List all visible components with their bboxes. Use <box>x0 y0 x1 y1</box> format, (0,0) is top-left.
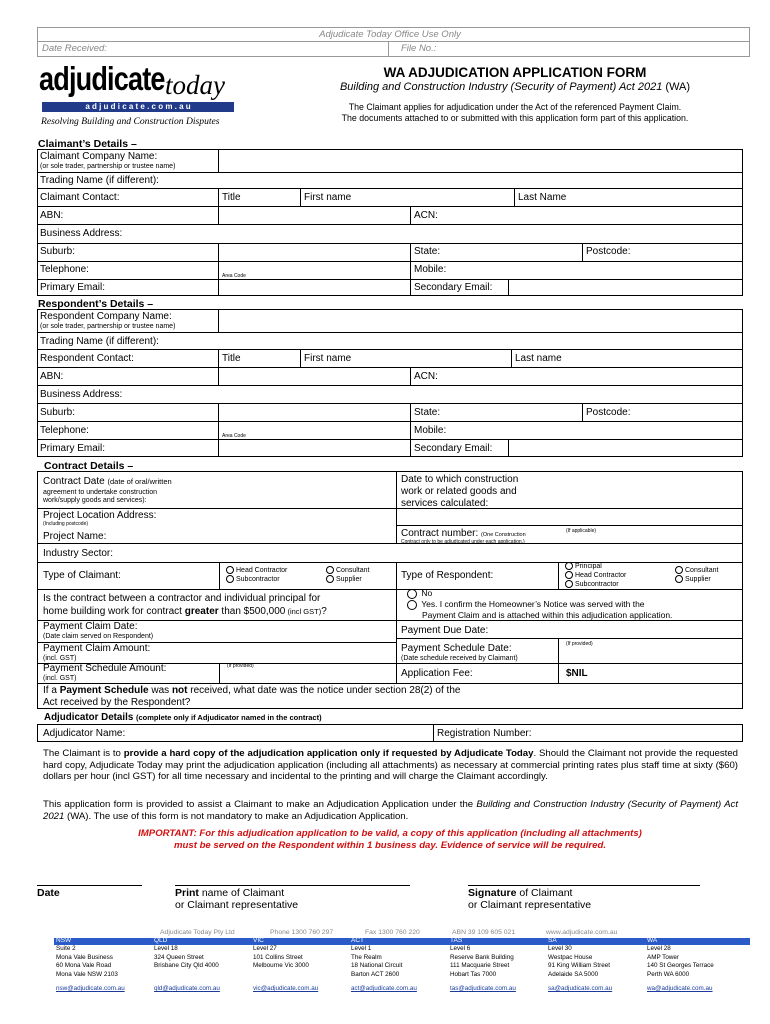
respondent-first-label: First name <box>304 353 352 364</box>
logo <box>39 60 239 130</box>
claimant-area-code: Area Code <box>222 273 246 279</box>
industry-sector-label: Industry Sector: <box>43 548 114 559</box>
office-tas-city: TAS <box>450 937 463 944</box>
payment-schedule-date-label: Payment Schedule Date: <box>401 643 512 654</box>
payment-claim-amount-label: Payment Claim Amount: <box>43 643 151 654</box>
claimant-type-head-contractor[interactable]: Head Contractor <box>226 566 287 574</box>
claimant-email-label: Primary Email: <box>40 282 106 293</box>
claimant-postcode-label: Postcode: <box>586 246 631 257</box>
home-building-question-1: Is the contract between a contractor and individual principal for <box>43 593 321 604</box>
office-tas-address: Level 6 Reserve Bank Building 111 Macquarie Street Hobart Tas 7000 <box>450 945 514 978</box>
act-name: Building and Construction Industry (Security of Payment) Act 2021 (WA) <box>339 81 691 93</box>
file-no-label: File No.: <box>401 43 437 54</box>
office-wa-address: Level 28 AMP Tower 140 St Georges Terrace Perth WA 6000 <box>647 945 714 978</box>
claimant-suburb-label: Suburb: <box>40 246 76 257</box>
respondent-area-code: Area Code <box>222 433 246 439</box>
footer-web: www.adjudicate.com.au <box>546 929 618 936</box>
claimant-heading: Claimant’s Details – <box>38 138 137 150</box>
claimant-type-subcontractor[interactable]: Subcontractor <box>226 575 280 583</box>
calc-date-label-2: work or related goods and <box>401 486 517 497</box>
office-act-email[interactable]: act@adjudicate.com.au <box>351 985 417 992</box>
office-qld-city: QLD <box>154 937 168 944</box>
home-building-no[interactable]: No <box>407 588 432 599</box>
logo-url: a d j u d i c a t e . c o m . a u <box>85 102 191 111</box>
notice-date-question: If a Payment Schedule was not received, what date was the notice under section 28(2) of the <box>43 685 461 696</box>
respondent-type-consultant[interactable]: Consultant <box>675 566 718 574</box>
payment-claim-date-note: (Date claim served on Respondent) <box>43 633 154 640</box>
home-building-question-2: home building work for contract greater than $500,000 (incl GST)? <box>43 606 327 617</box>
respondent-state-label: State: <box>414 407 441 418</box>
application-fee-label: Application Fee: <box>401 668 473 679</box>
payment-schedule-date-if-provided: (If provided) <box>566 641 593 647</box>
claimant-type-label: Type of Claimant: <box>43 570 121 581</box>
payment-schedule-amount-label: Payment Schedule Amount: <box>43 663 167 674</box>
respondent-address-label: Business Address: <box>40 389 123 400</box>
office-sa-city: SA <box>548 937 557 944</box>
respondent-company-label: Respondent Company Name: <box>40 311 172 322</box>
respondent-contact-label: Respondent Contact: <box>40 353 134 364</box>
payment-schedule-amount-note: (incl. GST) <box>43 675 77 682</box>
office-qld-address: Level 18 324 Queen Street Brisbane City Qld 4000 <box>154 945 219 969</box>
contract-date-note-2: agreement to undertake construction <box>43 489 158 496</box>
office-act-city: ACT <box>351 937 364 944</box>
application-fee-value: $NIL <box>566 668 588 679</box>
office-vic-address: Level 27 101 Collins Street Melbourne Vic 3000 <box>253 945 309 969</box>
date-label: Date <box>37 887 60 899</box>
respondent-suburb-label: Suburb: <box>40 407 76 418</box>
radio-icon <box>326 575 334 583</box>
office-nsw-city: NSW <box>56 937 72 944</box>
office-sa-address: Level 30 Westpac House 91 King William Street Adelaide SA 5000 <box>548 945 610 978</box>
signature-label: Signature of Claimant <box>468 887 573 899</box>
calc-date-label-3: services calculated: <box>401 498 489 509</box>
office-wa-city: WA <box>647 937 658 944</box>
logo-word-adjudicate: adjudicate <box>39 60 165 97</box>
signature-label-2: or Claimant representative <box>468 899 592 911</box>
project-location-note: (Including postcode) <box>43 521 89 527</box>
home-building-yes[interactable]: Yes. I confirm the Homeowner’s Notice was served with the <box>407 599 645 610</box>
payment-due-date-label: Payment Due Date: <box>401 625 489 636</box>
contract-date-note-3: work/supply goods and services): <box>43 497 147 504</box>
hard-copy-paragraph: The Claimant is to provide a hard copy of the adjudication application only if requested by Adjudicate Today. Should the Claimant not provide the requested hard copy, Adjudicate Today may print the adjudication application (including all attachments) as necessary at commercial printing rates plus staff time at sixty ($60) dollars per hour (incl GST) for all time necessary and incidental to the printing and will charge the Claimant accordingly. <box>43 748 738 782</box>
payment-claim-amount-note: (incl. GST) <box>43 655 77 662</box>
form-title: WA ADJUDICATION APPLICATION FORM <box>383 65 647 80</box>
office-vic-email[interactable]: vic@adjudicate.com.au <box>253 985 319 992</box>
respondent-type-supplier[interactable]: Supplier <box>675 575 711 583</box>
claimant-last-label: Last Name <box>518 192 567 203</box>
footer-company: Adjudicate Today Pty Ltd <box>160 929 235 936</box>
claimant-acn-label: ACN: <box>414 210 438 221</box>
payment-schedule-date-note: (Date schedule received by Claimant) <box>401 655 518 662</box>
claimant-email2-label: Secondary Email: <box>414 282 493 293</box>
adjudicator-heading: Adjudicator Details (complete only if Adjudicator named in the contract) <box>44 712 322 723</box>
home-building-yes-line-2: Payment Claim and is attached within this adjudication application. <box>422 610 673 620</box>
radio-icon <box>565 562 573 570</box>
respondent-email-label: Primary Email: <box>40 443 106 454</box>
office-sa-email[interactable]: sa@adjudicate.com.au <box>548 985 613 992</box>
claimant-company-note: (or sole trader, partnership or trustee name) <box>40 163 176 170</box>
office-act-address: Level 1 The Realm 18 National Circuit Barton ACT 2600 <box>351 945 403 978</box>
office-wa-email[interactable]: wa@adjudicate.com.au <box>647 985 713 992</box>
claimant-first-label: First name <box>304 192 352 203</box>
claimant-telephone-label: Telephone: <box>40 264 89 275</box>
respondent-heading: Respondent’s Details – <box>38 298 154 310</box>
respondent-type-principal[interactable]: Principal <box>565 562 602 570</box>
contract-number-label: Contract number: (One Construction <box>401 528 526 539</box>
claimant-type-consultant[interactable]: Consultant <box>326 566 369 574</box>
respondent-type-head-contractor[interactable]: Head Contractor <box>565 571 626 579</box>
office-nsw-address: Suite 2 Mona Vale Business 60 Mona Vale Road Mona Vale NSW 2103 <box>56 945 118 978</box>
logo-word-today: today <box>165 70 225 100</box>
office-nsw-email[interactable]: nsw@adjudicate.com.au <box>56 985 125 992</box>
date-received-label: Date Received: <box>42 43 107 54</box>
claimant-company-label: Claimant Company Name: <box>40 151 158 162</box>
respondent-title-label: Title <box>222 353 241 364</box>
adjudicator-name-label: Adjudicator Name: <box>43 728 126 739</box>
claimant-address-label: Business Address: <box>40 228 123 239</box>
respondent-email2-label: Secondary Email: <box>414 443 493 454</box>
radio-icon <box>407 589 417 599</box>
respondent-mobile-label: Mobile: <box>414 425 447 436</box>
contract-heading: Contract Details – <box>44 460 134 472</box>
contract-number-if-applicable: (If applicable) <box>566 528 597 534</box>
print-name-label: Print name of Claimant <box>175 887 285 899</box>
respondent-acn-label: ACN: <box>414 371 438 382</box>
radio-icon <box>226 575 234 583</box>
radio-icon <box>326 566 334 574</box>
respondent-last-label: Last name <box>515 353 562 364</box>
office-qld-email[interactable]: qld@adjudicate.com.au <box>154 985 220 992</box>
calc-date-label-1: Date to which construction <box>401 474 519 485</box>
claimant-contact-label: Claimant Contact: <box>40 192 120 203</box>
office-tas-email[interactable]: tas@adjudicate.com.au <box>450 985 516 992</box>
claimant-type-supplier[interactable]: Supplier <box>326 575 362 583</box>
footer-abn: ABN 39 109 605 021 <box>452 929 516 936</box>
footer-fax: Fax 1300 760 220 <box>365 929 420 936</box>
logo-tagline: Resolving Building and Construction Disputes <box>41 116 220 127</box>
claimant-abn-label: ABN: <box>40 210 64 221</box>
contract-number-note: Contract only to be adjudicated under each application.) <box>401 539 525 545</box>
notice-date-question-2: Act received by the Respondent? <box>43 697 191 708</box>
project-location-label: Project Location Address: <box>43 510 157 521</box>
radio-icon <box>226 566 234 574</box>
claimant-state-label: State: <box>414 246 441 257</box>
respondent-trading-label: Trading Name (if different): <box>40 336 159 347</box>
respondent-telephone-label: Telephone: <box>40 425 89 436</box>
important-notice-1: IMPORTANT: For this adjudication application to be valid, a copy of this application (including all attachments) <box>138 828 642 839</box>
important-notice-2: must be served on the Respondent within 1 business day. Evidence of service will be required. <box>173 840 606 851</box>
assistance-paragraph: This application form is provided to assist a Claimant to make an Adjudication Application under the Building and Construction Industry (Security of Payment) Act 2021 (WA). The use of this form is not mandatory to make an Adjudication Application. <box>43 799 738 822</box>
respondent-abn-label: ABN: <box>40 371 64 382</box>
respondent-type-subcontractor[interactable]: Subcontractor <box>565 580 619 588</box>
payment-schedule-amount-if-provided: (If provided) <box>227 663 254 669</box>
radio-icon <box>565 571 573 579</box>
project-name-label: Project Name: <box>43 531 107 542</box>
office-use-title: Adjudicate Today Office Use Only <box>319 29 461 40</box>
footer-phone: Phone 1300 760 297 <box>270 929 334 936</box>
radio-icon <box>675 575 683 583</box>
office-vic-city: VIC <box>253 937 264 944</box>
claimant-trading-label: Trading Name (if different): <box>40 175 159 186</box>
radio-icon <box>407 600 417 610</box>
respondent-company-note: (or sole trader, partnership or trustee name) <box>40 323 176 330</box>
intro-line-1: The Claimant applies for adjudication under the Act of the referenced Payment Claim. <box>348 102 682 112</box>
radio-icon <box>675 566 683 574</box>
radio-icon <box>565 580 573 588</box>
contract-date-label: Contract Date (date of oral/written <box>43 476 172 487</box>
print-name-label-2: or Claimant representative <box>175 899 299 911</box>
claimant-title-label: Title <box>222 192 241 203</box>
respondent-type-label: Type of Respondent: <box>401 570 494 581</box>
payment-claim-date-label: Payment Claim Date: <box>43 621 138 632</box>
adjudicator-table <box>37 724 743 742</box>
intro-line-2: The documents attached to or submitted with this application form part of this application. <box>341 113 689 123</box>
registration-number-label: Registration Number: <box>437 728 532 739</box>
claimant-mobile-label: Mobile: <box>414 264 447 275</box>
respondent-postcode-label: Postcode: <box>586 407 631 418</box>
